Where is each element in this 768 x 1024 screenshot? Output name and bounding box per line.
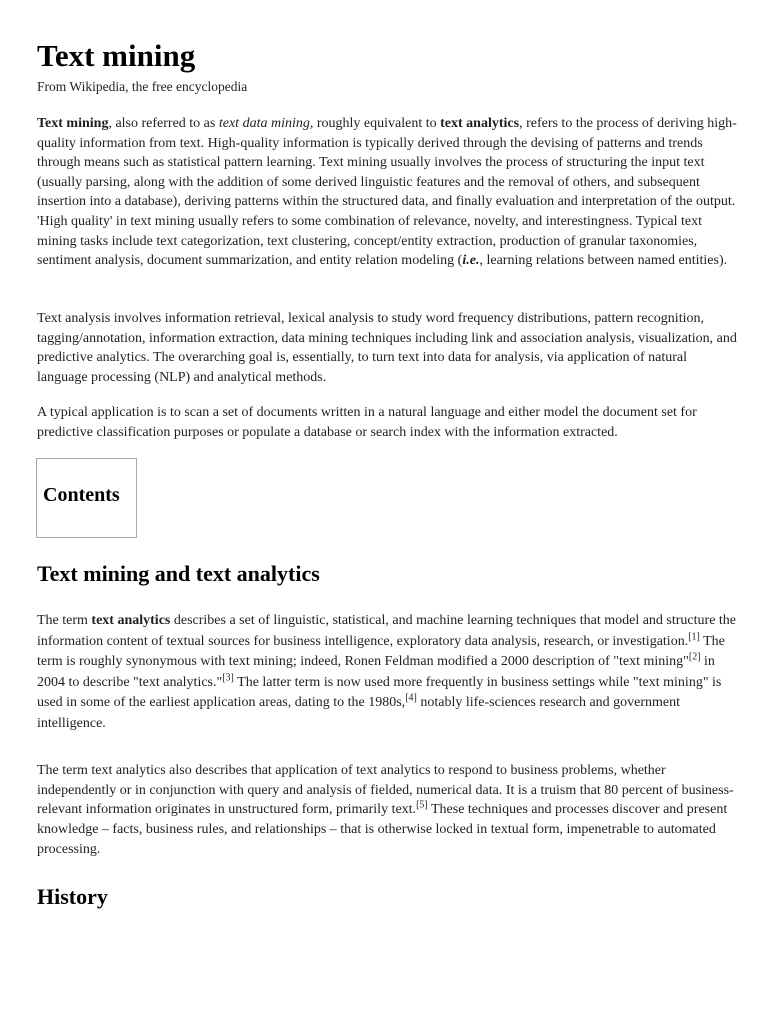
s1p1-text-2: describes a set of linguistic, statistical, and machine learning techniques that model and structure the information content of textual sources for business intelligence, exploratory data analysis, research, or investigation. bbox=[37, 613, 737, 649]
intro-paragraph-1 bbox=[37, 114, 737, 271]
s1p1-text-4: in 2004 to describe "text analytics." bbox=[37, 654, 715, 690]
citation-2[interactable]: [2] bbox=[688, 651, 701, 663]
s1p1-text-5: The latter term is now used more frequently in business settings while "text mining" is used in some of the earliest application areas, dating to the 1980s, bbox=[37, 674, 722, 710]
intro-p1-text-1: , also referred to as bbox=[108, 116, 219, 131]
s1p1-text-1: The term bbox=[37, 613, 92, 628]
s1p1-text-6: notably life-sciences research and government intelligence. bbox=[37, 695, 681, 731]
section-heading-text-mining-and-analytics: Text mining and text analytics bbox=[37, 561, 320, 586]
section-heading-history: History bbox=[37, 884, 108, 909]
intro-p1-text-2: , roughly equivalent to bbox=[309, 116, 441, 131]
term-text-data-mining: text data mining bbox=[218, 116, 310, 131]
section1-paragraph-1 bbox=[37, 611, 737, 734]
s1p2-text-2: These techniques and processes discover and present knowledge – facts, business rules, and relationships – that is otherwise locked in textual form, impenetrable to automated processing. bbox=[37, 802, 728, 857]
ie-abbreviation: i.e. bbox=[462, 253, 480, 269]
s1p1-text-3: The term is roughly synonymous with text mining; indeed, Ronen Feldman modified a 2000 description of "text mining" bbox=[37, 633, 725, 669]
section1-paragraph-2 bbox=[37, 761, 737, 860]
page-title: Text mining bbox=[37, 38, 196, 73]
intro-paragraph-3: A typical application is to scan a set of documents written in a natural language and either model the document set for predictive classification purposes or populate a database or search index with the information extracted. bbox=[37, 405, 697, 440]
toc-title: Contents bbox=[43, 484, 120, 506]
table-of-contents[interactable] bbox=[36, 458, 137, 538]
term-text-analytics-2: text analytics bbox=[91, 613, 171, 628]
citation-5[interactable]: [5] bbox=[416, 799, 428, 811]
term-text-analytics: text analytics bbox=[440, 116, 520, 131]
citation-4[interactable]: [4] bbox=[405, 692, 417, 704]
intro-paragraph-2: Text analysis involves information retrieval, lexical analysis to study word frequency distributions, pattern recognition, tagging/annotation, information extraction, data mining techniques including link and association analysis, visualization, and predictive analytics. The overarching goal is, essentially, to turn text into data for analysis, via application of natural language processing (NLP) and analytical methods. bbox=[37, 311, 737, 385]
citation-1[interactable]: [1] bbox=[688, 630, 700, 642]
page-tagline: From Wikipedia, the free encyclopedia bbox=[37, 79, 248, 94]
s1p2-text-1: The term text analytics also describes that application of text analytics to respond to business problems, whether independently or in conjunction with query and analysis of fielded, numerical data. It is a truism that 80 percent of business-relevant information originates in unstructured form, primarily text. bbox=[37, 763, 734, 818]
intro-p1-text-3: , refers to the process of deriving high-quality information from text. High-quality information is typically derived through the devising of patterns and trends through means such as statistical pattern learning. Text mining usually involves the process of structuring the input text (usually parsing, along with the addition of some derived linguistic features and the removal of others, and subsequent insertion into a database), deriving patterns within the structured data, and finally evaluation and interpretation of the output. 'High quality' in text mining usually refers to some combination of relevance, novelty, and interestingness. Typical text mining tasks include text categorization, text clustering, concept/entity extraction, production of granular taxonomies, sentiment analysis, document summarization, and entity relation modeling ( bbox=[37, 116, 737, 269]
term-text-mining: Text mining bbox=[37, 116, 109, 131]
citation-3[interactable]: [3] bbox=[222, 671, 234, 683]
intro-p1-text-4: , learning relations between named entities). bbox=[479, 253, 728, 269]
